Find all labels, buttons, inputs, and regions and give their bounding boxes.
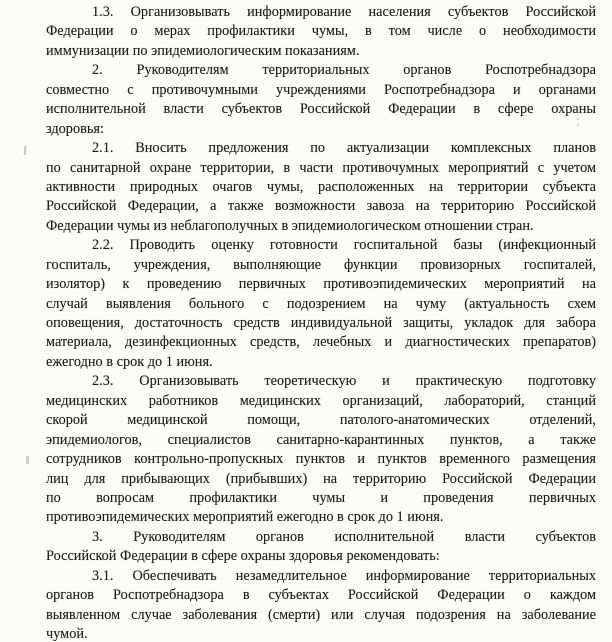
text-line: лиц для прибывающих (прибывших) на территорию Российской Федерации: [46, 470, 596, 487]
text-line: совместно с противочумными учреждениями Роспотребнадзора и органами: [46, 81, 596, 98]
scan-speck-margin-2: [26, 456, 29, 464]
text-line: 3. Руководителям органов исполнительной власти субъектов: [92, 528, 596, 545]
text-line: чумой.: [46, 626, 88, 642]
text-line: случай выявления больного с подозрением на чуму (актуальность схем: [46, 295, 596, 312]
text-line: здоровья:: [46, 120, 104, 137]
text-line: органов Роспотребнадзора в субъектах Российской Федерации о каждом: [46, 587, 596, 604]
text-line: медицинских работников медицинских организаций, лабораторий, станций: [46, 392, 596, 409]
scan-speck-right-2: [577, 124, 579, 126]
text-line: исполнительной власти субъектов Российской Федерации в сфере охраны: [46, 101, 596, 118]
document-body: [46, 3, 596, 642]
text-line: иммунизации по эпидемиологическим показаниям.: [46, 42, 360, 59]
text-line: выявленном случае заболевания (смерти) или случая подозрения на заболевание: [46, 606, 596, 623]
text-line: Федерации чумы из неблагополучных в эпидемиологическом отношении стран.: [46, 217, 534, 234]
text-line: материала, дезинфекционных средств, лечебных и диагностических препаратов): [46, 334, 596, 351]
text-line: 2.1. Вносить предложения по актуализации комплексных планов: [92, 140, 596, 157]
text-line: сотрудников контрольно-пропускных пунктов и пунктов временного размещения: [46, 451, 596, 468]
text-line: оповещения, достаточность средств индивидуальной защиты, укладок для забора: [46, 315, 596, 331]
text-line: скорой медицинской помощи, патолого-анатомических отделений,: [46, 412, 596, 429]
text-line: 2. Руководителям территориальных органов Роспотребнадзора: [92, 62, 596, 79]
text-line: Российской Федерации в сфере охраны здоровья рекомендовать:: [46, 548, 440, 565]
scan-speck-margin-1: [24, 146, 27, 155]
text-line: 2.2. Проводить оценку готовности госпитальной базы (инфекционный: [92, 237, 596, 254]
text-line: по вопросам профилактики чумы и проведения первичных: [46, 489, 596, 506]
text-line: активности природных очагов чумы, расположенных на территории субъекта: [46, 178, 596, 195]
text-line: по санитарной охране территории, в части противочумных мероприятий с учетом: [46, 159, 596, 176]
text-line: 1.3. Организовывать информирование населения субъектов Российской: [92, 4, 596, 20]
text-line: 3.1. Обеспечивать незамедлительное информирование территориальных: [92, 567, 596, 584]
text-line: эпидемиологов, специалистов санитарно-карантинных пунктов, а также: [46, 431, 596, 448]
text-line: госпиталь, учреждения, выполняющие функции провизорных госпиталей,: [46, 256, 596, 273]
text-line: Федерации о мерах профилактики чумы, в том числе о необходимости: [46, 23, 596, 40]
text-line: Российской Федерации, а также возможности завоза на территорию Российской: [46, 198, 596, 215]
text-line: ежегодно в срок до 1 июня.: [46, 353, 213, 370]
text-line: противоэпидемических мероприятий ежегодно в срок до 1 июня.: [46, 509, 444, 526]
text-line: 2.3. Организовывать теоретическую и практическую подготовку: [92, 373, 596, 390]
text-line: изолятор) к проведению первичных противоэпидемических мероприятий на: [46, 276, 596, 293]
scan-speck-right-1: [577, 118, 579, 120]
